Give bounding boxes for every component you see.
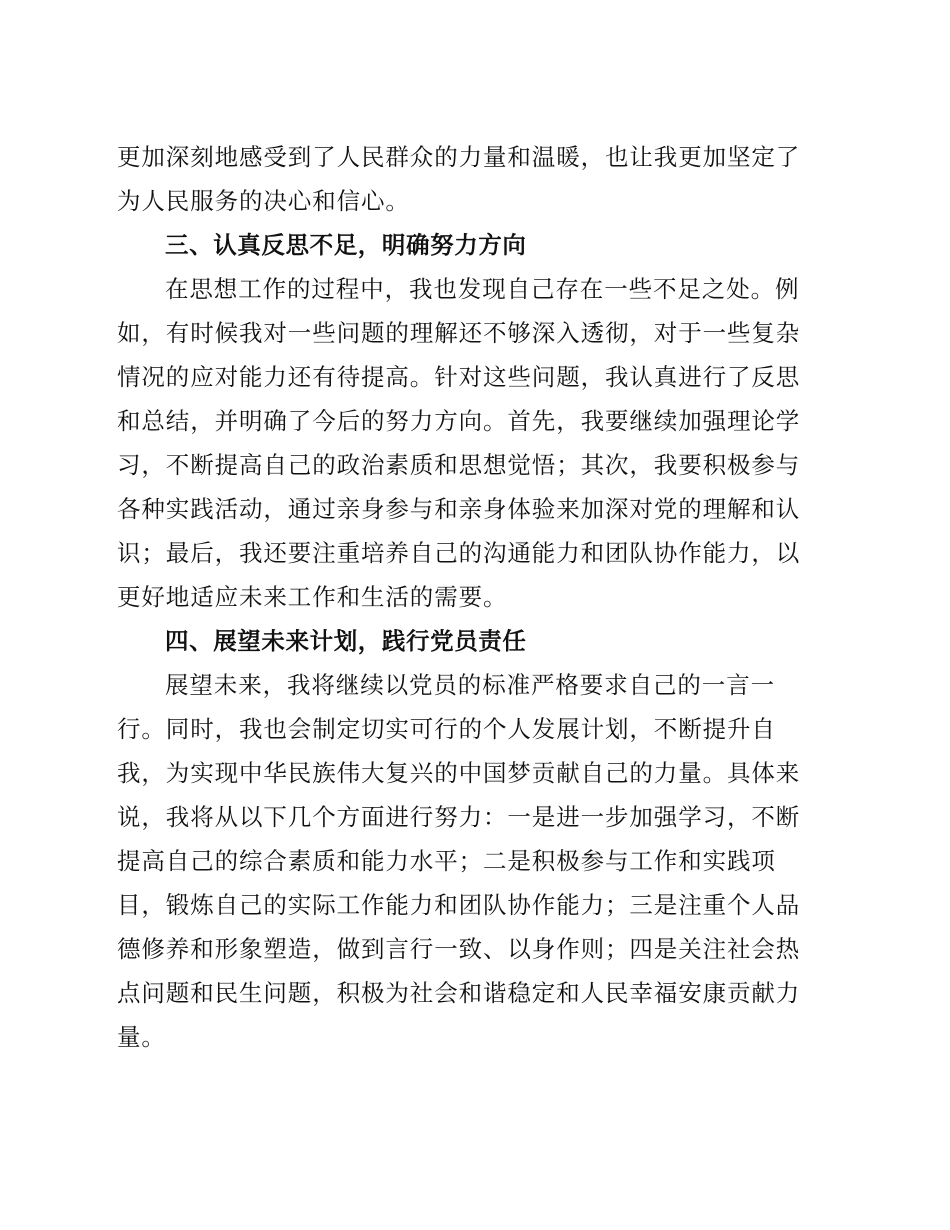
body-line: 如，有时候我对一些问题的理解还不够深入透彻，对于一些复杂 bbox=[117, 319, 801, 347]
body-line: 目，锻炼自己的实际工作能力和团队协作能力；三是注重个人品 bbox=[117, 891, 801, 919]
paragraph-first-line: 在思想工作的过程中，我也发现自己存在一些不足之处。例 bbox=[165, 275, 800, 303]
section-heading-4: 四、展望未来计划，践行党员责任 bbox=[165, 627, 527, 655]
body-line: 更加深刻地感受到了人民群众的力量和温暖，也让我更加坚定了 bbox=[117, 143, 801, 171]
body-line: 为人民服务的决心和信心。 bbox=[117, 187, 410, 215]
body-line: 和总结，并明确了今后的努力方向。首先，我要继续加强理论学 bbox=[117, 407, 801, 435]
body-line: 说，我将从以下几个方面进行努力：一是进一步加强学习，不断 bbox=[117, 803, 801, 831]
body-line: 习，不断提高自己的政治素质和思想觉悟；其次，我要积极参与 bbox=[117, 451, 801, 479]
body-line: 量。 bbox=[117, 1023, 166, 1051]
body-line: 情况的应对能力还有待提高。针对这些问题，我认真进行了反思 bbox=[117, 363, 801, 391]
body-line: 行。同时，我也会制定切实可行的个人发展计划，不断提升自 bbox=[117, 715, 776, 743]
body-line: 德修养和形象塑造，做到言行一致、以身作则；四是关注社会热 bbox=[117, 935, 801, 963]
body-line: 点问题和民生问题，积极为社会和谐稳定和人民幸福安康贡献力 bbox=[117, 979, 801, 1007]
body-line: 提高自己的综合素质和能力水平；二是积极参与工作和实践项 bbox=[117, 847, 776, 875]
paragraph-first-line: 展望未来，我将继续以党员的标准严格要求自己的一言一 bbox=[165, 671, 775, 699]
section-heading-3: 三、认真反思不足，明确努力方向 bbox=[165, 231, 527, 259]
body-line: 更好地适应未来工作和生活的需要。 bbox=[117, 583, 508, 611]
body-line: 识；最后，我还要注重培养自己的沟通能力和团队协作能力，以 bbox=[117, 539, 801, 567]
body-line: 各种实践活动，通过亲身参与和亲身体验来加深对党的理解和认 bbox=[117, 495, 801, 523]
body-line: 我，为实现中华民族伟大复兴的中国梦贡献自己的力量。具体来 bbox=[117, 759, 801, 787]
